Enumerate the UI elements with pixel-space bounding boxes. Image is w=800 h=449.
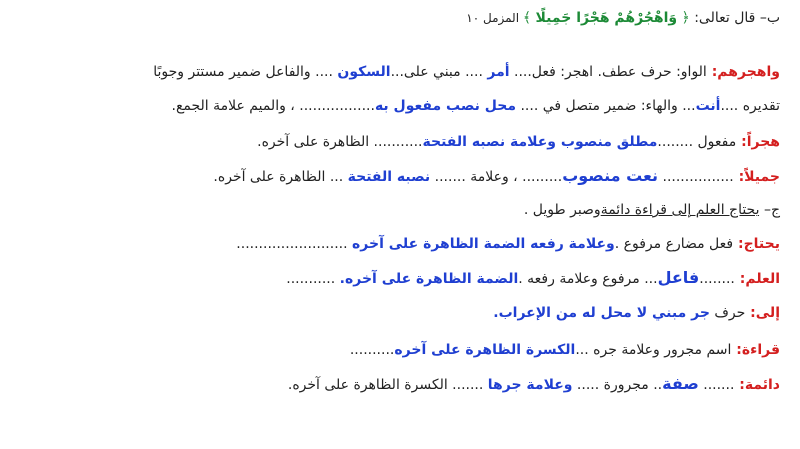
segment: نصبه الفتحة — [347, 169, 431, 185]
line-b-header — [20, 8, 780, 28]
segment: اسم مجرور وعلامة جره ... — [575, 342, 732, 358]
segment: ................. ، والميم علامة الجمع. — [171, 98, 375, 114]
segment: وعلامة جرها — [487, 377, 573, 393]
segment: .. مجرورة ..... — [572, 377, 663, 393]
segment: ... مرفوع وعلامة رفعه . — [518, 271, 658, 287]
segment: ﴾ — [522, 10, 536, 26]
segment: نعت منصوب — [562, 166, 659, 185]
segment: مفعول ........ — [657, 134, 737, 150]
segment: ... الظاهرة على آخره. — [213, 169, 348, 185]
segment: حرف — [709, 305, 746, 321]
line-jamilan — [20, 166, 780, 187]
segment: السكون — [337, 64, 391, 80]
line-ila — [20, 303, 780, 323]
segment: المزمل ١٠ — [466, 11, 523, 25]
segment: الواو: حرف عطف. اهجر: فعل.... — [509, 64, 707, 80]
segment: وصبر طويل . — [523, 202, 601, 218]
line-qiraa — [20, 340, 780, 360]
segment: الكسرة الظاهرة على آخره — [394, 342, 576, 358]
segment: الضمة الظاهرة على آخره. — [339, 271, 519, 287]
segment: ........... الظاهرة على آخره. — [257, 134, 423, 150]
segment: ......................... — [236, 236, 353, 252]
segment: يحتاج: — [733, 236, 780, 252]
segment: ....... — [698, 377, 735, 393]
segment: العلم: — [734, 271, 780, 287]
segment: إلى: — [745, 305, 780, 321]
line-wahjurhum-cont — [20, 96, 780, 116]
segment: أنت — [695, 98, 721, 114]
segment: وَاهْجُرْهُمْ هَجْرًا جَمِيلًا — [535, 10, 678, 26]
segment: ................ — [658, 169, 734, 185]
segment: ﴿ — [677, 10, 690, 26]
line-alilm — [20, 268, 780, 289]
segment: جميلاً: — [733, 169, 780, 185]
segment: ......... ، وعلامة ....... — [430, 169, 563, 185]
line-hajran — [20, 132, 780, 152]
segment: ........... — [286, 271, 340, 287]
segment: واهجرهم: — [706, 64, 780, 80]
line-c-header — [20, 200, 780, 220]
segment: هجراً: — [736, 134, 780, 150]
line-wahjurhum — [20, 62, 780, 82]
segment: مطلق منصوب وعلامة نصبه الفتحة — [422, 134, 658, 150]
segment: ........ — [699, 271, 735, 287]
segment: محل نصب مفعول به — [374, 98, 517, 114]
line-daima — [20, 374, 780, 395]
segment: فعل مضارع مرفوع . — [614, 236, 734, 252]
line-yahtaj — [20, 234, 780, 254]
segment: ج– — [759, 202, 780, 218]
segment: وعلامة رفعه الضمة الظاهرة على آخره — [352, 236, 615, 252]
segment: صفة — [662, 374, 699, 393]
segment: .... مبني على... — [390, 64, 488, 80]
segment: ....... الكسرة الظاهرة على آخره. — [287, 377, 488, 393]
segment: ... والهاء: ضمير متصل في .... — [516, 98, 696, 114]
segment: جر مبني لا محل له من الإعراب. — [493, 305, 710, 321]
segment: .... والفاعل ضمير مستتر وجوبًا — [153, 64, 338, 80]
segment: دائمة: — [734, 377, 780, 393]
segment: فاعل — [657, 268, 700, 287]
segment: قراءة: — [731, 342, 780, 358]
segment: تقديره .... — [720, 98, 780, 114]
segment: .......... — [349, 342, 395, 358]
segment: ب– قال تعالى: — [689, 10, 780, 26]
segment: يحتاج العلم إلى قراءة دائمة — [600, 202, 760, 218]
segment: أمر — [487, 64, 510, 80]
